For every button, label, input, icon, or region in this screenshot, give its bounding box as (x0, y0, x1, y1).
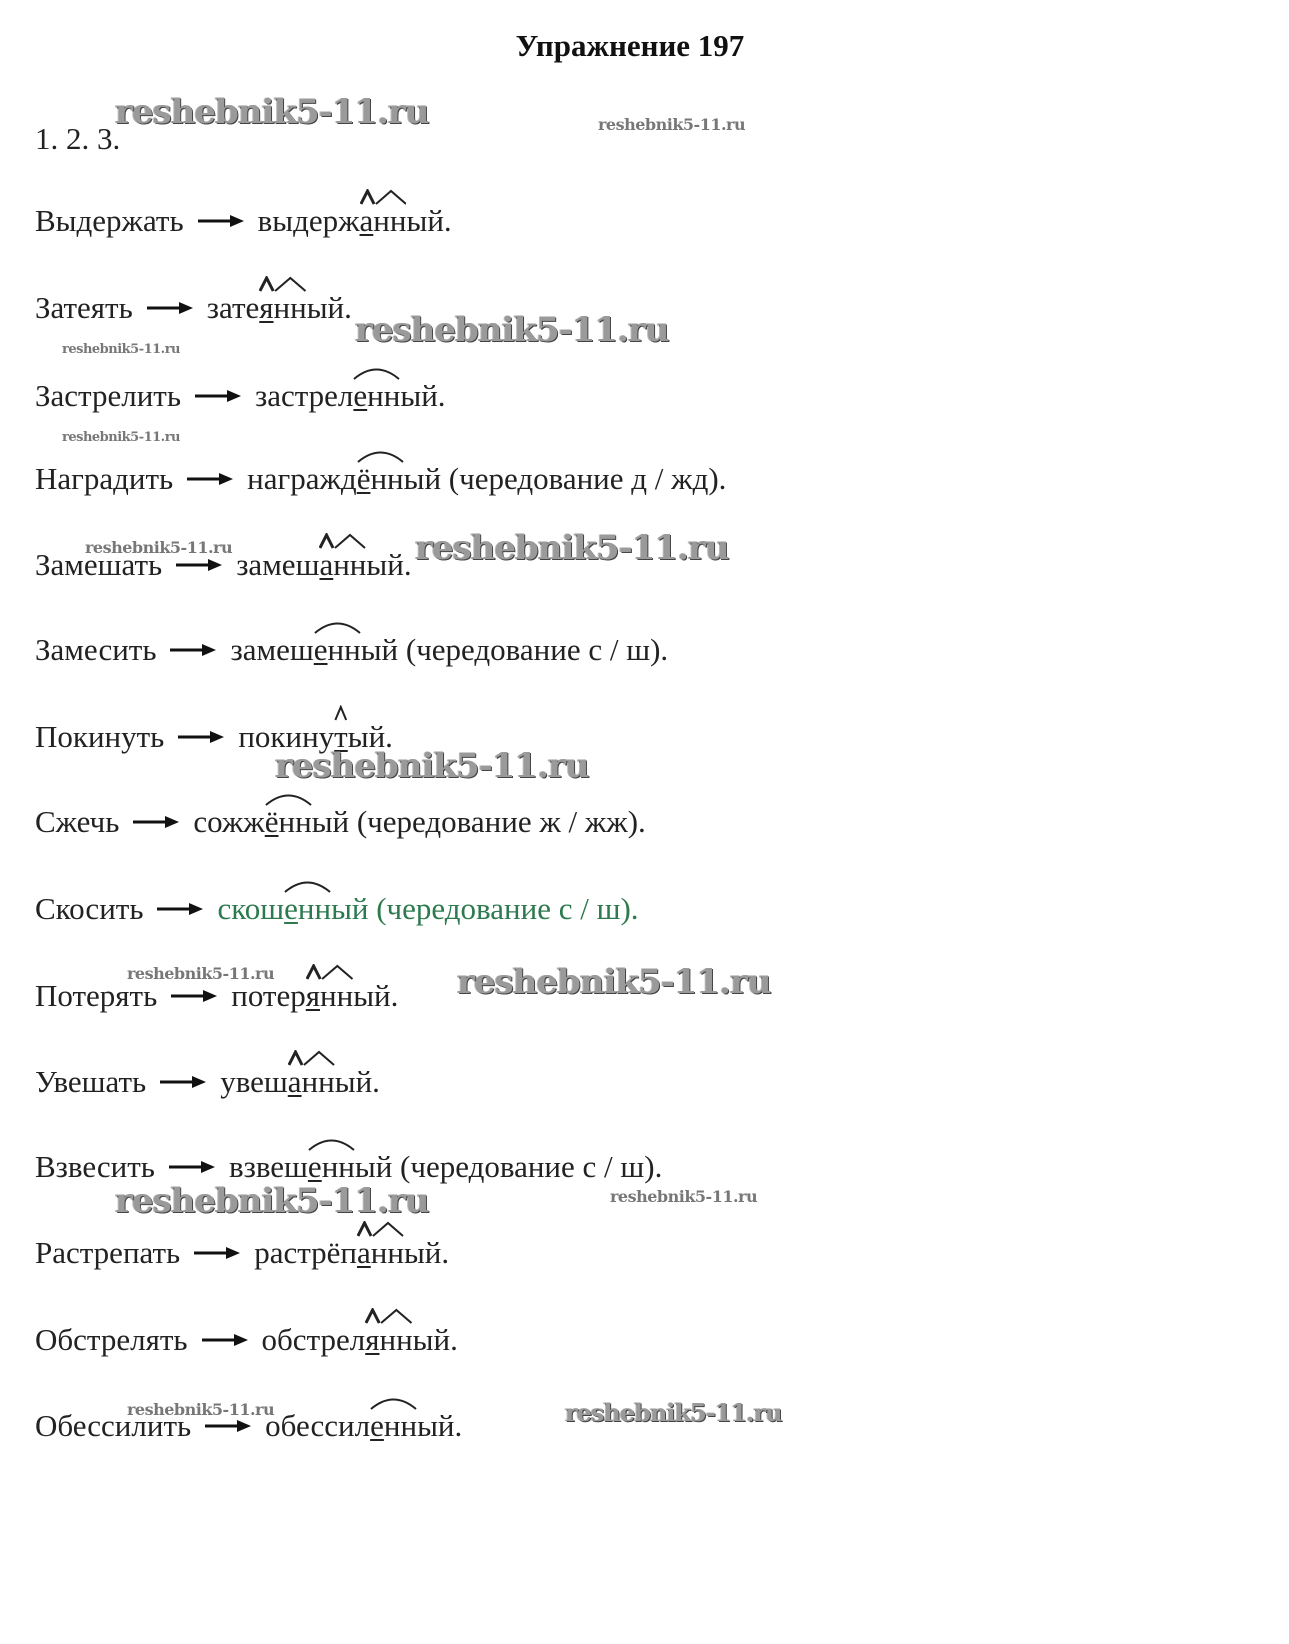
right-arrow-icon (194, 1247, 240, 1259)
right-arrow-icon (171, 990, 217, 1002)
suffix-part: нн (273, 290, 307, 325)
right-arrow-icon (187, 473, 233, 485)
right-arrow-icon (170, 644, 216, 656)
suffix-vowel: е (353, 378, 368, 413)
watermark: reshebnik5-11.ru (127, 1400, 275, 1419)
right-arrow-icon (178, 731, 224, 743)
suffix-vowel: я (305, 978, 320, 1013)
suffix-vowel: я (259, 290, 274, 325)
suffix-vowel-group (314, 634, 361, 665)
word-pair-line (35, 1237, 449, 1268)
participle-word (255, 380, 446, 411)
word-stem: награжд (247, 461, 357, 496)
participle-word (265, 1410, 462, 1441)
word-pair-line (35, 1151, 662, 1182)
suffix-part: нн (320, 978, 354, 1013)
suffix-vowel-group (259, 292, 306, 323)
suffix-vowel-group (353, 380, 400, 411)
verb-word: Замесить (35, 632, 157, 667)
watermark: reshebnik5-11.ru (62, 430, 181, 445)
suffix-vowel: е (313, 632, 328, 667)
suffix-vowel: а (359, 203, 374, 238)
right-arrow-icon (133, 816, 179, 828)
word-ending: ый. (412, 1322, 458, 1357)
word-ending: ый (чередование с / ш). (354, 1149, 663, 1184)
suffix-vowel: а (287, 1064, 302, 1099)
participle-word (220, 1066, 380, 1097)
suffix-vowel-group (265, 806, 312, 837)
word-pair-line (35, 980, 398, 1011)
right-arrow-icon (205, 1420, 251, 1432)
suffix-part: нн (370, 1235, 404, 1270)
suffix-vowel: т (334, 719, 348, 754)
word-ending: ый (чередование с / ш). (360, 632, 669, 667)
word-stem: растрёп (254, 1235, 357, 1270)
participle-word (231, 980, 398, 1011)
watermark: reshebnik5-11.ru (115, 1181, 429, 1221)
word-ending: ый. (347, 719, 393, 754)
word-ending: ый. (403, 1235, 450, 1270)
word-stem: сожж (193, 804, 265, 839)
verb-word: Наградить (35, 461, 174, 496)
participle-word (230, 634, 668, 665)
participle-word (258, 205, 452, 236)
word-stem: потер (231, 978, 306, 1013)
word-stem: замеш (236, 547, 320, 582)
verb-word: Увешать (35, 1064, 147, 1099)
right-arrow-icon (176, 559, 222, 571)
word-stem: скош (217, 891, 285, 926)
verb-word: Выдержать (35, 203, 184, 238)
verb-word: Растрепать (35, 1235, 181, 1270)
suffix-vowel-group (370, 1410, 417, 1441)
suffix-vowel: а (319, 547, 334, 582)
suffix-part: нн (321, 1149, 355, 1184)
word-ending: ый. (353, 978, 399, 1013)
watermark: reshebnik5-11.ru (127, 964, 275, 983)
participle-word (262, 1324, 458, 1355)
page-title: Упражнение 197 (515, 28, 745, 63)
suffix-vowel-group (357, 1237, 404, 1268)
watermark: reshebnik5-11.ru (85, 538, 233, 557)
verb-word: Потерять (35, 978, 158, 1013)
participle-word (247, 463, 726, 494)
suffix-part: нн (379, 1322, 413, 1357)
word-stem: застрел (254, 378, 354, 413)
watermark: reshebnik5-11.ru (115, 92, 429, 132)
word-pair-line (35, 380, 446, 411)
word-stem: взвеш (228, 1149, 308, 1184)
suffix-vowel-group (319, 549, 366, 580)
participle-word (207, 292, 352, 323)
suffix-vowel: ё (356, 461, 371, 496)
suffix-vowel: е (284, 891, 298, 926)
suffix-part: нн (297, 891, 332, 926)
participle-word (193, 806, 645, 837)
verb-word: Застрелить (35, 378, 181, 413)
suffix-part: нн (373, 203, 407, 238)
right-arrow-icon (198, 215, 244, 227)
suffix-vowel: я (365, 1322, 380, 1357)
participle-word (217, 893, 638, 924)
word-ending: ый (чередование ж / жж). (311, 804, 646, 839)
right-arrow-icon (169, 1161, 215, 1173)
watermark: reshebnik5-11.ru (565, 1398, 782, 1427)
watermark: reshebnik5-11.ru (275, 746, 589, 786)
word-ending: ый (чередование с / ш). (331, 891, 639, 926)
word-stem: обстрел (261, 1322, 366, 1357)
suffix-vowel: е (370, 1408, 384, 1443)
verb-word: Затеять (35, 290, 133, 325)
suffix-vowel-group (308, 1151, 355, 1182)
suffix-part: нн (383, 1408, 418, 1443)
suffix-vowel-group (306, 980, 353, 1011)
suffix-vowel: ё (264, 804, 279, 839)
verb-word: Замешать (35, 547, 163, 582)
word-stem: зате (206, 290, 260, 325)
word-pair-line (35, 1324, 458, 1355)
verb-word: Сжечь (35, 804, 120, 839)
participle-word (236, 549, 411, 580)
word-stem: покину (238, 719, 335, 754)
watermark: reshebnik5-11.ru (62, 342, 181, 357)
right-arrow-icon (157, 903, 203, 915)
suffix-part: нн (327, 632, 361, 667)
watermark: reshebnik5-11.ru (610, 1187, 758, 1206)
suffix-vowel-group (284, 893, 331, 924)
suffix-vowel: а (356, 1235, 371, 1270)
word-pair-line (35, 893, 639, 924)
suffix-part: нн (333, 547, 367, 582)
word-stem: замеш (230, 632, 314, 667)
verb-word: Скосить (35, 891, 144, 926)
suffix-vowel-group (288, 1066, 335, 1097)
word-ending: ый. (366, 547, 412, 582)
word-ending: ый. (406, 203, 452, 238)
word-ending: ый. (334, 1064, 380, 1099)
verb-word: Покинуть (35, 719, 165, 754)
verb-word: Обессилить (35, 1408, 192, 1443)
suffix-part: нн (278, 804, 312, 839)
word-pair-line (35, 1066, 380, 1097)
watermark: reshebnik5-11.ru (598, 115, 746, 134)
participle-word (254, 1237, 449, 1268)
word-ending: ый. (400, 378, 446, 413)
right-arrow-icon (160, 1076, 206, 1088)
suffix-vowel-group (357, 463, 404, 494)
word-pair-line (35, 292, 352, 323)
word-ending: ый (чередование д / жд). (403, 461, 727, 496)
watermark: reshebnik5-11.ru (457, 962, 771, 1002)
participle-word (229, 1151, 662, 1182)
word-stem: выдерж (257, 203, 360, 238)
steps-label: 1. 2. 3. (35, 121, 121, 156)
suffix-part: нн (370, 461, 404, 496)
verb-word: Обстрелять (35, 1322, 188, 1357)
verb-word: Взвесить (35, 1149, 155, 1184)
watermark: reshebnik5-11.ru (355, 310, 669, 350)
word-stem: увеш (220, 1064, 288, 1099)
word-ending: ый. (417, 1408, 463, 1443)
suffix-part: нн (367, 378, 401, 413)
word-pair-line (35, 634, 668, 665)
suffix-vowel: е (307, 1149, 322, 1184)
word-pair-line (35, 806, 646, 837)
suffix-vowel-group (360, 205, 407, 236)
word-ending: ый. (306, 290, 352, 325)
suffix-vowel-group (365, 1324, 412, 1355)
right-arrow-icon (147, 302, 193, 314)
right-arrow-icon (195, 390, 241, 402)
suffix-part: нн (301, 1064, 335, 1099)
word-pair-line (35, 463, 726, 494)
right-arrow-icon (202, 1334, 248, 1346)
word-pair-line (35, 205, 452, 236)
word-stem: обессил (265, 1408, 371, 1443)
watermark: reshebnik5-11.ru (415, 528, 729, 568)
